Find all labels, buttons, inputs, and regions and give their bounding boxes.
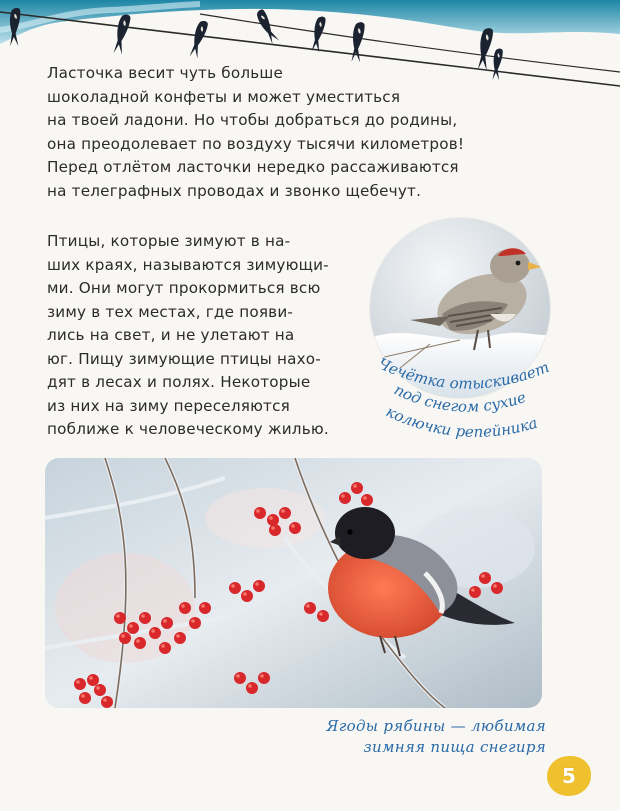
text-line: лись на свет, и не улетают на bbox=[47, 326, 295, 344]
bullfinch-caption-line: Ягоды рябины — любимая bbox=[326, 717, 546, 735]
text-line: Птицы, которые зимуют в на- bbox=[47, 232, 291, 250]
text-line: зиму в тех местах, где появи- bbox=[47, 302, 294, 321]
swallow-icon bbox=[492, 48, 503, 80]
text-line: дят в лесах и полях. Некоторые bbox=[47, 373, 311, 391]
swallow-icon bbox=[311, 16, 326, 53]
swallow-icon bbox=[478, 28, 494, 71]
text-line: юг. Пищу зимующие птицы нахо- bbox=[47, 349, 321, 368]
page-number-badge: 5 bbox=[547, 756, 591, 796]
bullfinch-photo bbox=[45, 458, 542, 708]
redpoll-caption-line: под снегом сухие bbox=[391, 380, 529, 416]
bullfinch-caption bbox=[326, 716, 546, 758]
text-line: на твоей ладони. Но чтобы добраться до родины, bbox=[47, 111, 458, 129]
swallow-icon bbox=[351, 22, 365, 63]
swallow-paragraph bbox=[47, 62, 464, 203]
text-line: поближе к человеческому жилью. bbox=[47, 420, 329, 438]
text-line: она преодолевает по воздуху тысячи километров! bbox=[47, 134, 465, 153]
text-line: Перед отлётом ласточки нередко рассаживаются bbox=[47, 158, 459, 176]
redpoll-caption-line: колючки репейника bbox=[383, 402, 540, 441]
text-line: Ласточка весит чуть больше bbox=[47, 64, 284, 82]
redpoll-caption bbox=[355, 345, 565, 455]
text-line: из них на зиму переселяются bbox=[47, 396, 290, 415]
text-line: на телеграфных проводах и звонко щебечут. bbox=[47, 181, 422, 200]
wintering-birds-paragraph bbox=[47, 230, 329, 442]
text-line: ми. Они могут прокормиться всю bbox=[47, 279, 321, 297]
swallow-icon bbox=[113, 14, 131, 55]
text-line: шоколадной конфеты и может уместиться bbox=[47, 87, 401, 106]
redpoll-caption-line: Чечётка отыскивает bbox=[375, 354, 552, 393]
swallow-icon bbox=[189, 20, 208, 59]
text-line: ших краях, называются зимующи- bbox=[47, 255, 329, 274]
bullfinch-caption-line: зимняя пища снегиря bbox=[363, 738, 546, 756]
